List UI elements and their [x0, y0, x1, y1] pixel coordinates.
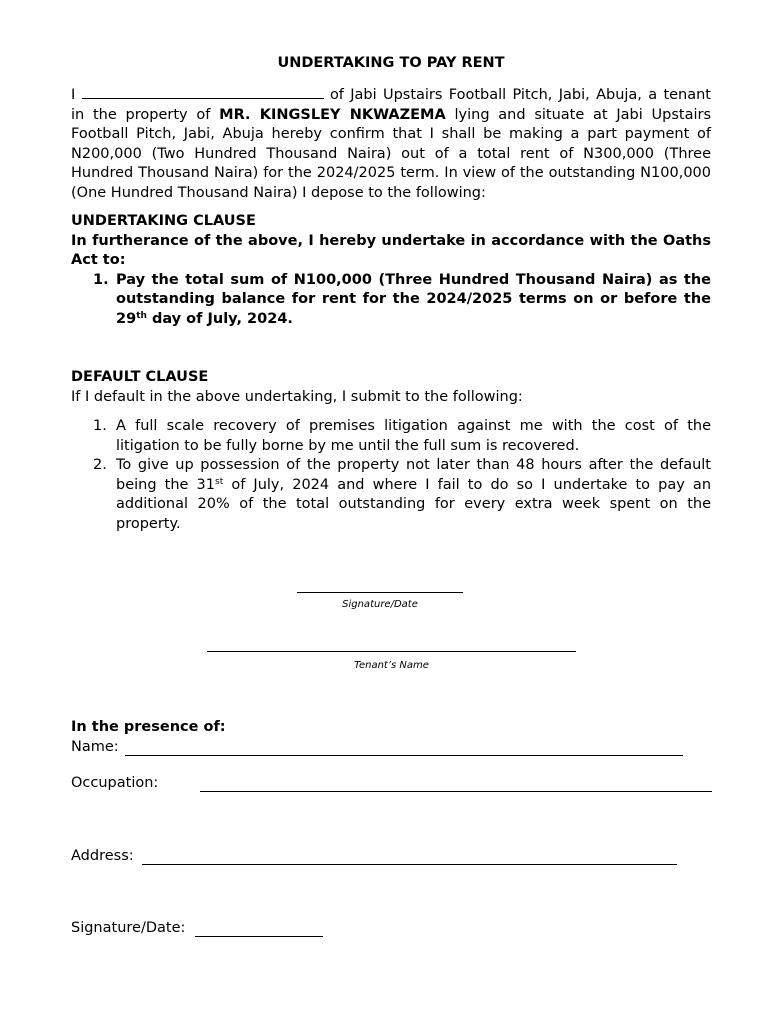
list-item-text-after: of July, 2024 and where I fail to do so I undertake to pay an additional 20% of the total outstanding for every extra week spent on the property. — [116, 476, 712, 532]
document-title: UNDERTAKING TO PAY RENT — [277, 55, 505, 71]
undertaking-clause — [71, 212, 711, 329]
intro-text-2: lying and situate at Jabi Upstairs Football Pitch, Jabi, Abuja hereby confirm that I shall be making a part payment of N200,000 (Two Hundred Thousand Naira) out of a total rent of N300,000 (Three Hundred Thousand Naira) for the 2024/2025 term. In view of the outstanding N100,000 (One Hundred Thousand Naira) I depose to the following: — [71, 106, 712, 201]
witness-address-label: Address: — [71, 848, 134, 864]
list-item — [71, 417, 711, 456]
intro-paragraph — [71, 84, 711, 203]
list-item-number: 2. — [93, 457, 107, 473]
tenant-name-caption: Tenant’s Name — [354, 660, 429, 671]
witness-address-line — [142, 864, 677, 865]
witness-signature-field — [71, 919, 711, 939]
list-item-superscript: th — [136, 310, 147, 321]
tenant-name-line — [207, 651, 576, 652]
intro-text-1: of Jabi Upstairs Football Pitch, Jabi, Abuja, a tenant in the property of — [71, 87, 711, 123]
witness-heading: In the presence of: — [71, 719, 226, 735]
list-item-number: 1. — [93, 418, 107, 434]
witness-name-label: Name: — [71, 739, 119, 755]
witness-signature-label: Signature/Date: — [71, 920, 186, 936]
default-list — [71, 417, 711, 534]
default-clause — [71, 368, 711, 534]
signature-caption: Signature/Date — [342, 599, 418, 610]
list-item — [71, 271, 711, 330]
witness-name-line — [125, 755, 683, 756]
witness-occupation-label: Occupation: — [71, 775, 159, 791]
list-item-text: Pay the total sum of N100,000 (Three Hundred Thousand Naira) as the outstanding balance for rent for the 2024/2025 terms on or before the 29 — [116, 271, 711, 327]
list-item-text-after: day of July, 2024. — [146, 310, 293, 327]
undertaking-list — [71, 271, 711, 330]
list-item-text: A full scale recovery of premises litigation against me with the cost of the litigation to be fully borne by me until the full sum is recovered. — [116, 418, 711, 454]
tenant-name-blank — [82, 84, 324, 99]
witness-signature-line — [195, 936, 323, 937]
default-lead: If I default in the above undertaking, I submit to the following: — [71, 388, 523, 405]
undertaking-heading: UNDERTAKING CLAUSE — [71, 213, 256, 229]
list-item-number: 1. — [93, 271, 109, 288]
witness-name-field — [71, 738, 711, 758]
landlord-name: MR. KINGSLEY NKWAZEMA — [219, 106, 446, 123]
default-heading: DEFAULT CLAUSE — [71, 369, 209, 385]
intro-pronoun: I — [71, 87, 76, 103]
list-item — [71, 456, 711, 534]
witness-address-field — [71, 847, 711, 867]
witness-occupation-field — [71, 774, 711, 794]
witness-occupation-line — [200, 791, 712, 792]
signature-line — [297, 592, 463, 593]
list-item-superscript: st — [215, 476, 224, 487]
undertaking-lead: In furtherance of the above, I hereby undertake in accordance with the Oaths Act to: — [71, 232, 711, 268]
list-item-text: To give up possession of the property not later than 48 hours after the default being the 31 — [116, 457, 711, 493]
